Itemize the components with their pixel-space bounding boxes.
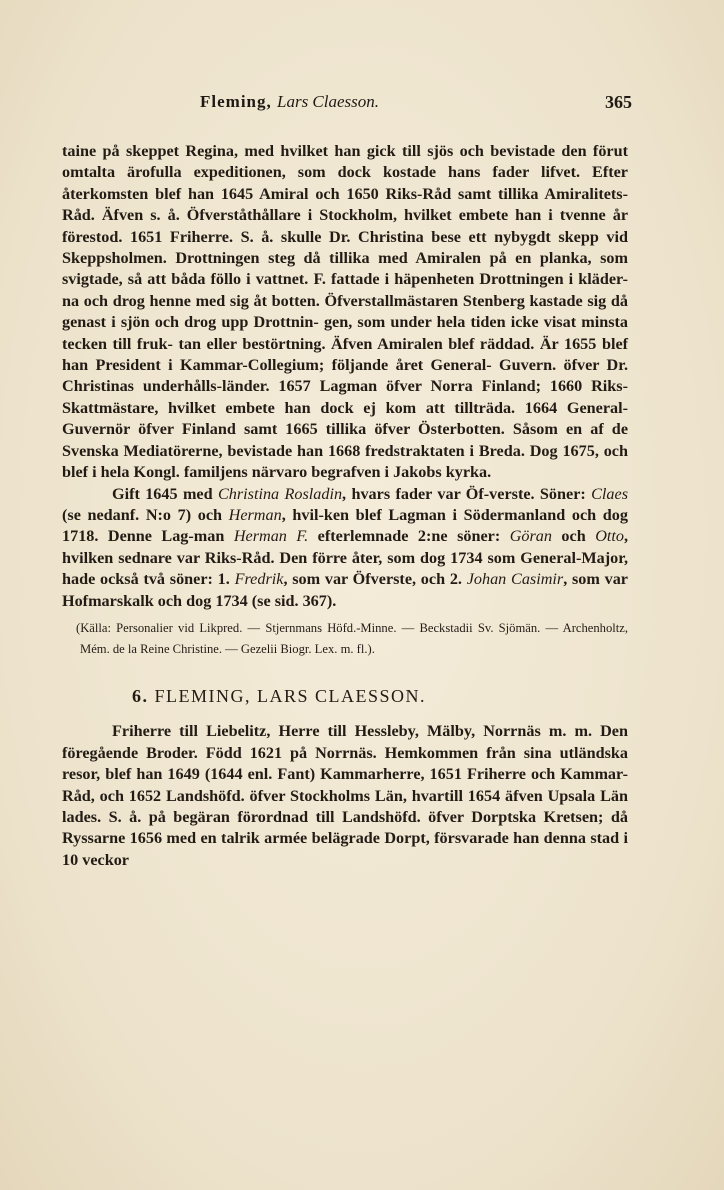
text-line: ett nybygdt skepp vid Skeppsholmen. Drottningen steg då [62, 227, 628, 268]
grandson-name: Otto [595, 527, 624, 546]
text-line: Amiral och 1650 Riks-Råd samt tillika Amiralitets-Råd. Äfven [62, 184, 628, 225]
text-line: kostade hans fader lifvet. Efter återkomsten blef han 1645 [62, 163, 628, 203]
text-line: Stenberg kastade sig då genast i sjön och drog upp Drottnin- [62, 291, 628, 332]
text-line: taine på skeppet Regina, med hvilket han gick till sjös och [62, 142, 491, 160]
text-line: öfver Norra Finland; 1660 Riks-Skattmästare, hvilket embete [62, 377, 628, 417]
great-grandson-name: Fredrik [234, 570, 284, 589]
text-line: tan eller bestörtning. Äfven Amiralen blef räddad. Är 1655 [178, 334, 602, 353]
wife-name: Christina Rosladin [217, 484, 343, 503]
paragraph-2: Gift 1645 med Christina Rosladin, hvars fader var Öf-verste. Söner: Claes (se nedanf. N:o 7) och Herman, hvil-ken blef Lagman i Södermanland och dog 1718. Denne Lag-man Herman F. efterlemnade 2:ne söner: Göran och Otto, hvilken sednare var Riks-Råd. Den förre åter, som dog 1734 som General-Major, hade också två söner: 1. Fredrik, som var Öfverste, och 2. Johan Casimir, som var Hofmarskalk och dog 1734 (se sid. 367). [62, 484, 629, 610]
text-line: han dock ej kom att tillträda. 1664 General-Guvernör öfver [62, 398, 628, 439]
text-line: Dog 1675, och blef i hela Kongl. familjens närvaro begrafven [62, 441, 628, 482]
running-head-name: Lars Claesson. [277, 92, 380, 111]
text-line: år förestod. 1651 Friherre. S. å. skulle Dr. Christina bese [62, 206, 628, 246]
great-grandson-name: Johan Casimir [466, 570, 564, 589]
text-line: Finland samt 1665 tillika öfver Österbotten. Såsom en af de [181, 420, 628, 439]
text-line: tillika med Amiralen på en planka, som svigtade, så att båda [62, 249, 628, 289]
son-name: Claes [591, 484, 628, 503]
text-line: i Jakobs kyrka. [384, 463, 492, 482]
text-line: s. å. Öfverståthållare i Stockholm, hvilket embete han i tvenne [150, 206, 613, 225]
son-name: Herman F. [233, 527, 309, 546]
paragraph-1 [62, 141, 628, 484]
sources-note: (Källa: Personalier vid Likpred. — Stjernmans Höfd.-Minne. — Beckstadii Sv. Sjömän. — Archenholtz, Mém. de la Reine Christine. — Gezelii Biogr. Lex. m. fl.). [76, 620, 628, 656]
page-number: 365 [605, 92, 632, 112]
text-line: Guvern. öfver Dr. Christinas underhålls-länder. 1657 Lagman [62, 356, 628, 396]
son-name: Herman [228, 505, 282, 524]
text-line: bevistade den förut omtalta ärofulla expeditionen, som dock [62, 142, 628, 182]
text-line: föllo i vattnet. F. fattade i häpenheten Drottningen i kläder- [210, 270, 628, 289]
text-line: na och drog henne med sig åt botten. Öfverstallmästaren [62, 291, 463, 310]
running-head-surname: Fleming, [200, 92, 272, 111]
text-line: blef han President i Kammar-Collegium; följande året General- [62, 334, 629, 375]
text-line: gen, som under hela tiden icke visat minsta tecken till fruk- [62, 313, 628, 353]
running-head [200, 92, 379, 112]
text-line: Svenska Mediatörerne, bevistade han 1668 fredstraktaten i Breda. [62, 441, 530, 460]
grandson-name: Göran [509, 527, 552, 546]
paragraph-3: Friherre till Liebelitz, Herre till Hessleby, Mälby, Norrnäs m. m. Den föregående Broder. Född 1621 på Norrnäs. Hemkommen från sina utländska resor, blef han 1649 (1644 enl. Fant) Kammarherre, 1651 Friherre och Kammar-Råd, och 1652 Landshöfd. öfver Stockholms Län, hvartill 1654 äfven Upsala Län lades. S. å. på begäran förordnad till Landshöfd. öfver Dorptska Kretsen; då Ryssarne 1656 med en talrik armée belägrade Dorpt, försvarade han denna stad i 10 veckor [62, 722, 628, 869]
section-heading: 6. FLEMING, LARS CLAESSON. [132, 685, 427, 706]
body-text [62, 141, 628, 871]
page-header [200, 92, 632, 118]
